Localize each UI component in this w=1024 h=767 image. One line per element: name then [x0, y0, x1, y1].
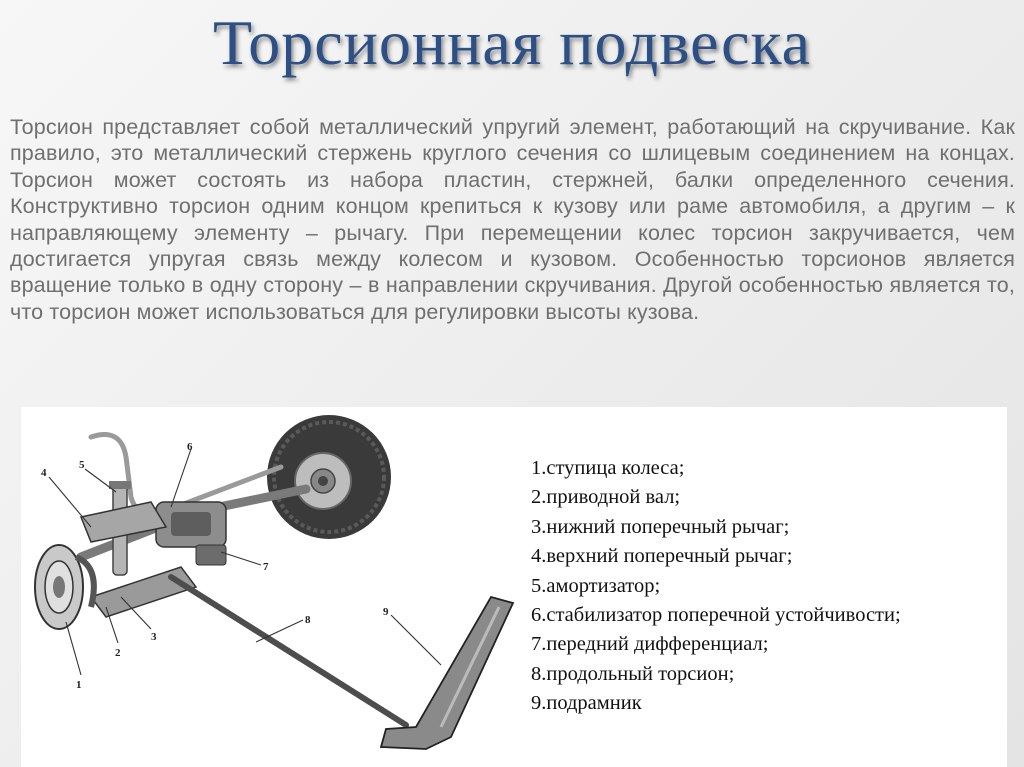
- legend-item: 2.приводной вал;: [531, 486, 681, 509]
- callout-5: 5: [79, 459, 85, 471]
- callout-1: 1: [76, 679, 82, 691]
- differential: [156, 502, 226, 565]
- legend-item: 1.ступица колеса;: [531, 457, 685, 479]
- callout-6: 6: [187, 441, 193, 453]
- body-paragraph: Торсион представляет собой металлический упругий элемент, работающий на скручивание. Как правило, это металлический стержень круглого сечения со шлицевым соединением на концах. Торсион может состоять из набора пластин, стержней, балки определенного сечения. Конструктивно торсион одним концом крепиться к кузову или раме автомобиля, а другим – к направляющему элементу – рычагу. При перемещении колес торсион закручивается, чем достигается упругая связь между колесом и кузовом. Особенностью торсионов является вращение только в одну сторону – в направлении скручивания. Другой особенностью является то, что торсион может использоваться для регулировки высоты кузова.: [10, 115, 1015, 324]
- callout-3: 3: [151, 631, 157, 643]
- suspension-diagram: [21, 407, 521, 767]
- suspension-figure: [21, 407, 1007, 767]
- callout-4: 4: [41, 467, 47, 479]
- wheel: [267, 415, 391, 539]
- callout-8: 8: [305, 614, 311, 626]
- slide-title: Торсионная подвеска: [212, 7, 812, 78]
- callout-2: 2: [115, 647, 121, 659]
- legend-item: 3.нижний поперечный рычаг;: [531, 515, 790, 538]
- legend-item: 5.амортизатор;: [531, 574, 661, 597]
- legend-item: 8.продольный торсион;: [531, 662, 735, 685]
- upper-control-arm: [81, 502, 166, 542]
- legend-item: 9.подрамник: [531, 692, 642, 715]
- legend-item: 6.стабилизатор поперечной устойчивости;: [531, 604, 901, 627]
- parts-legend: [531, 454, 901, 719]
- callout-9: 9: [383, 606, 389, 618]
- legend-item: 4.верхний поперечный рычаг;: [531, 545, 793, 568]
- torsion-bar: [171, 577, 406, 725]
- callout-7: 7: [263, 561, 269, 573]
- legend-item: 7.передний дифференциал;: [531, 633, 769, 656]
